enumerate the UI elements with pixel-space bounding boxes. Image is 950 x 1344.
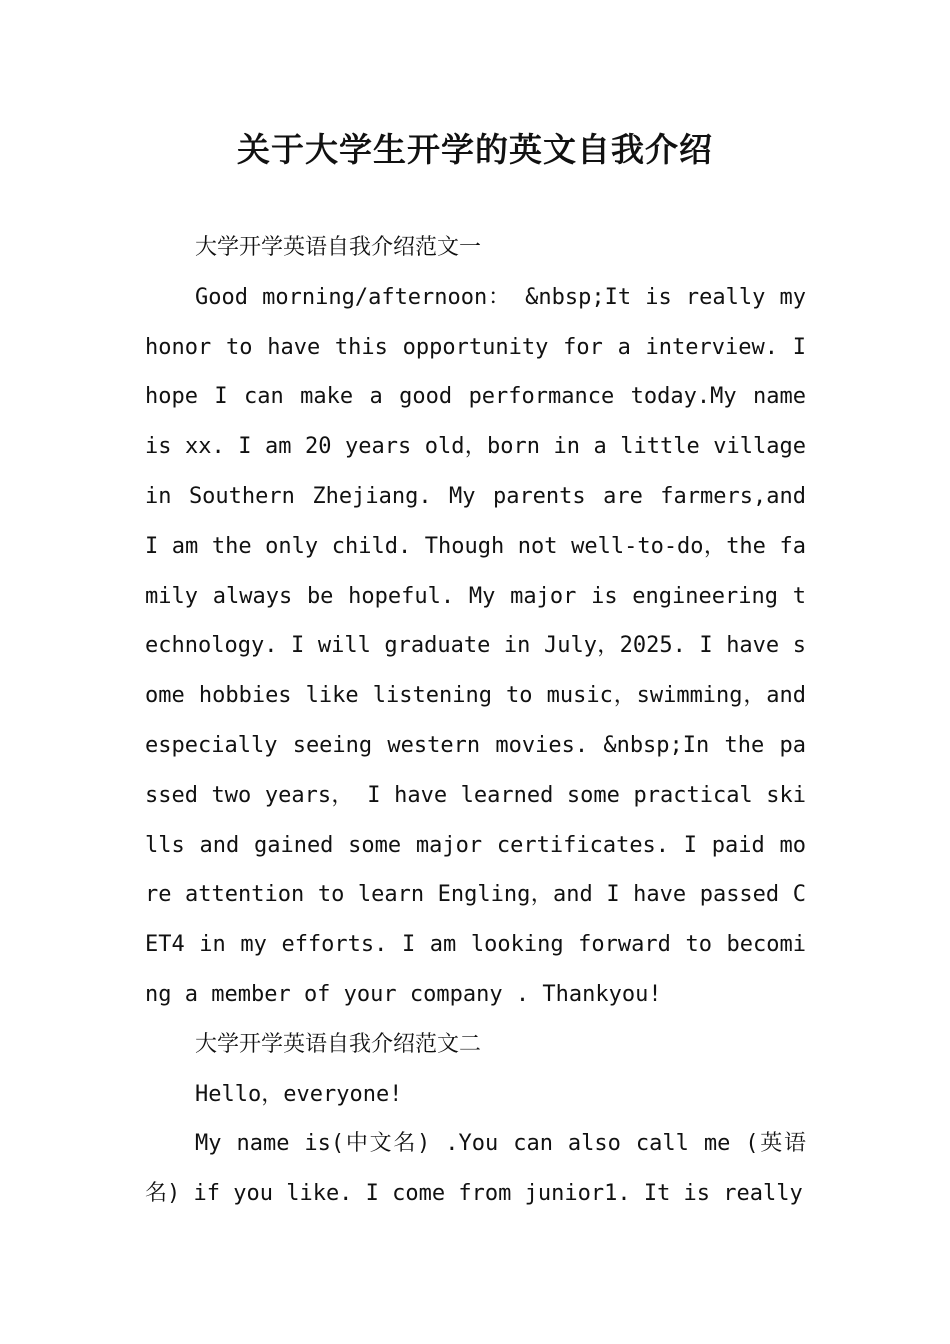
section-paragraph-1: Good morning/afternoon： &nbsp;It is really my honor to have this opportunity for a interview. I hope I can make a good performance today.My name is xx. I am 20 years old，born in a little village in Southern Zhejiang. My parents are farmers,and I am the only child. Though not well-to-do，the family always be hopeful. My major is engineering technology. I will graduate in July，2025. I have some hobbies like listening to music，swimming，and especially seeing western movies. &nbsp;In the passed two years， I have learned some practical skills and gained some major certificates. I paid more attention to learn Engling，and I have passed CET4 in my efforts. I am looking forward to becoming a member of your company . Thankyou! [145,284,806,1007]
section-heading-2: 大学开学英语自我介绍范文二 [195,1031,482,1057]
document-title: 关于大学生开学的英文自我介绍 [237,130,713,169]
document-body [145,223,806,1219]
section-paragraph-2: My name is(中文名) .You can also call me (英语名) if you like. I come from junior1. It is really [145,1131,806,1207]
section-greeting-2: Hello，everyone! [195,1081,403,1107]
section-heading-1: 大学开学英语自我介绍范文一 [195,235,482,260]
